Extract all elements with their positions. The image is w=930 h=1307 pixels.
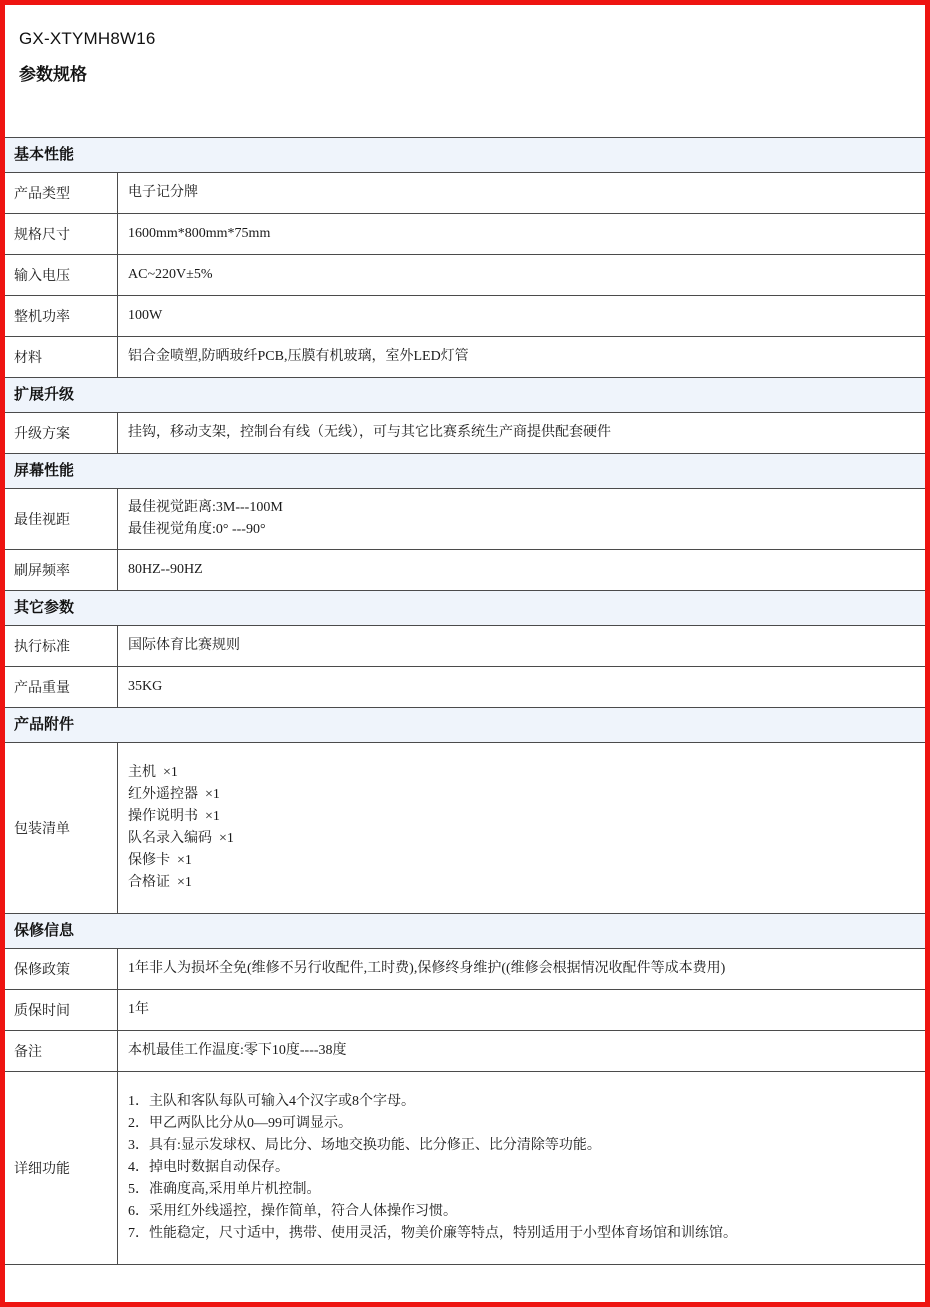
spec-row-value [118, 743, 925, 913]
spec-row [5, 990, 925, 1031]
spec-value-line: 电子记分牌 [128, 185, 198, 200]
spec-row-label: 最佳视距 [5, 489, 118, 549]
spec-row [5, 489, 925, 550]
spec-row-value [118, 667, 925, 707]
spec-row-label: 产品重量 [5, 667, 118, 707]
spec-row-label: 产品类型 [5, 173, 118, 213]
section-header: 其它参数 [5, 591, 925, 626]
spec-value-line: 4．掉电时数据自动保存。 [128, 1160, 289, 1175]
page-title: 参数规格 [19, 65, 87, 84]
spec-row-label: 执行标准 [5, 626, 118, 666]
section-header: 产品附件 [5, 708, 925, 743]
spec-row [5, 626, 925, 667]
spec-value-line: 最佳视觉距离:3M---100M [128, 500, 283, 515]
spec-row-value [118, 949, 925, 989]
spec-row-value [118, 413, 925, 453]
spec-row [5, 173, 925, 214]
spec-row-label: 保修政策 [5, 949, 118, 989]
spec-value-line: 5．准确度高,采用单片机控制。 [128, 1182, 321, 1197]
spec-row-value [118, 1031, 925, 1071]
spec-row-value [118, 214, 925, 254]
section-header: 屏幕性能 [5, 454, 925, 489]
spec-row [5, 550, 925, 591]
spec-value-line: 本机最佳工作温度:零下10度----38度 [128, 1043, 347, 1058]
spec-value-line: 1600mm*800mm*75mm [128, 226, 271, 241]
spec-row-label: 刷屏频率 [5, 550, 118, 590]
spec-value-line: 队名录入编码 ×1 [128, 831, 234, 846]
spec-row [5, 214, 925, 255]
spec-row [5, 743, 925, 914]
spec-row-value [118, 990, 925, 1030]
spec-row [5, 337, 925, 378]
section-header: 保修信息 [5, 914, 925, 949]
spec-value-line: 铝合金喷塑,防晒玻纤PCB,压膜有机玻璃，室外LED灯管 [128, 349, 469, 364]
spec-row-label: 输入电压 [5, 255, 118, 295]
product-model-code: GX-XTYMH8W16 [19, 29, 156, 48]
spec-row-value [118, 173, 925, 213]
spec-row-label: 详细功能 [5, 1072, 118, 1264]
spec-value-line: 红外遥控器 ×1 [128, 787, 220, 802]
spec-value-line: 保修卡 ×1 [128, 853, 192, 868]
spec-value-line: 最佳视觉角度:0° ---90° [128, 522, 266, 537]
spec-value-line: 合格证 ×1 [128, 875, 192, 890]
spec-row [5, 949, 925, 990]
spec-row-value [118, 337, 925, 377]
spec-value-line: 2．甲乙两队比分从0—99可调显示。 [128, 1116, 352, 1131]
spec-row-label: 材料 [5, 337, 118, 377]
title-block [5, 5, 925, 137]
spec-row-label: 规格尺寸 [5, 214, 118, 254]
spec-row-value [118, 255, 925, 295]
spec-row-value [118, 1072, 925, 1264]
spec-value-line: 国际体育比赛规则 [128, 638, 240, 653]
spec-row-label: 备注 [5, 1031, 118, 1071]
spec-row [5, 667, 925, 708]
spec-row-value [118, 489, 925, 549]
spec-row-value [118, 296, 925, 336]
spec-value-line: 6．采用红外线遥控，操作简单，符合人体操作习惯。 [128, 1204, 457, 1219]
spec-value-line: 挂钩，移动支架，控制台有线（无线），可与其它比赛系统生产商提供配套硬件 [128, 425, 611, 440]
spec-value-line: 操作说明书 ×1 [128, 809, 220, 824]
spec-value-line: 3．具有:显示发球权、局比分、场地交换功能、比分修正、比分清除等功能。 [128, 1138, 601, 1153]
spec-row [5, 413, 925, 454]
spec-row [5, 255, 925, 296]
spec-row-label: 质保时间 [5, 990, 118, 1030]
spec-row-label: 升级方案 [5, 413, 118, 453]
spec-value-line: 100W [128, 308, 163, 323]
spec-value-line: 1．主队和客队每队可输入4个汉字或8个字母。 [128, 1094, 415, 1109]
spec-value-line: 1年非人为损坏全免(维修不另行收配件,工时费),保修终身维护((维修会根据情况收配件等成本费用) [128, 961, 726, 976]
spec-row [5, 1072, 925, 1265]
spec-value-line: AC~220V±5% [128, 267, 213, 282]
spec-row-label: 包装清单 [5, 743, 118, 913]
section-header: 扩展升级 [5, 378, 925, 413]
spec-table [5, 137, 925, 1265]
spec-row [5, 296, 925, 337]
spec-value-line: 35KG [128, 679, 163, 694]
spec-row-label: 整机功率 [5, 296, 118, 336]
spec-value-line: 1年 [128, 1002, 149, 1017]
spec-row-value [118, 626, 925, 666]
section-header: 基本性能 [5, 138, 925, 173]
spec-row [5, 1031, 925, 1072]
spec-value-line: 7．性能稳定，尺寸适中，携带、使用灵活，物美价廉等特点，特别适用于小型体育场馆和训练馆。 [128, 1226, 737, 1241]
spec-value-line: 主机 ×1 [128, 765, 178, 780]
spec-row-value [118, 550, 925, 590]
spec-value-line: 80HZ--90HZ [128, 562, 203, 577]
